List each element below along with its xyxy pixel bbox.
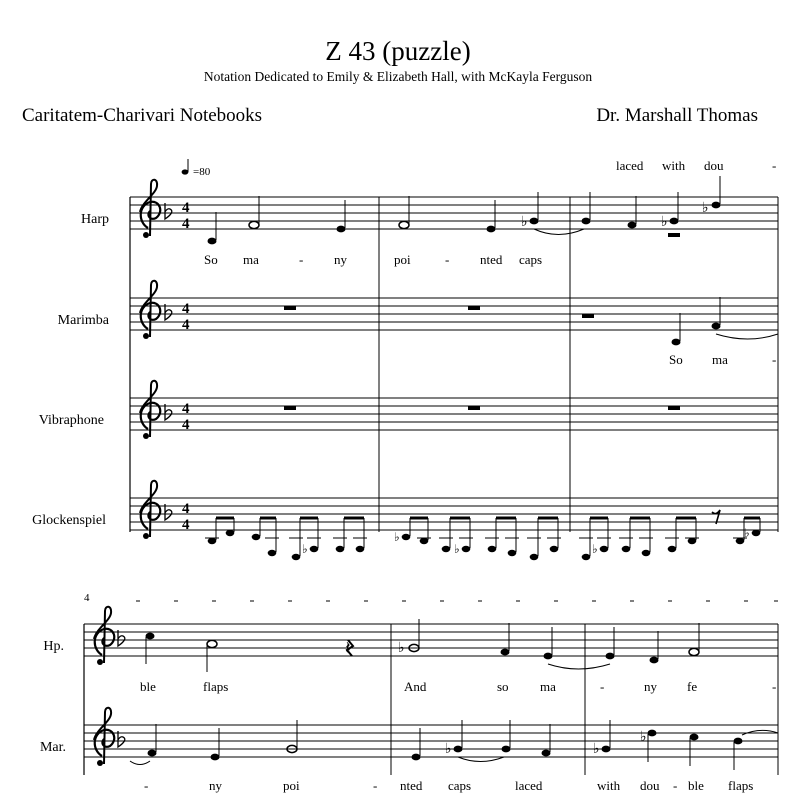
glock-note [752,530,761,536]
svg-text:ma: ma [243,252,259,267]
svg-text:-: - [772,679,777,694]
svg-text:4: 4 [182,417,190,433]
glock-note [582,554,591,560]
svg-text:4: 4 [182,200,190,216]
svg-text:So: So [669,352,683,367]
instrument-label-mar: Mar. [39,740,66,755]
glock-note [600,546,609,552]
glock-note [226,530,235,536]
glock-note [356,546,365,552]
harp-lyrics-m1-3 [204,252,542,267]
instrument-label-glockenspiel: Glockenspiel [32,513,106,528]
glock-note [462,546,471,552]
tempo-marking [182,159,211,178]
svg-text:♭: ♭ [744,526,750,540]
harp-lyrics-m4-6 [140,679,776,694]
instrument-label-vibraphone: Vibraphone [38,413,104,428]
glock-note [668,546,677,552]
glock-note [420,538,429,544]
svg-text:laced: laced [515,778,543,793]
svg-text:♭: ♭ [661,215,668,230]
glock-note [208,538,217,544]
svg-text:So: So [204,252,218,267]
svg-text:♭: ♭ [445,742,452,757]
svg-text:caps: caps [519,252,543,267]
svg-text:ny: ny [644,679,657,694]
marimba-staff [58,281,778,367]
svg-text:♭: ♭ [398,641,405,656]
svg-text:ble: ble [688,778,704,793]
svg-text:♭: ♭ [593,742,600,757]
glock-note [488,546,497,552]
svg-text:laced: laced [616,158,644,173]
svg-text:poi: poi [283,778,300,793]
lyrics-above-harp [616,158,776,173]
svg-text:ma: ma [712,352,728,367]
svg-text:4: 4 [182,401,190,417]
svg-text:♭: ♭ [394,530,400,544]
svg-text:𝄽: 𝄽 [345,638,351,658]
glock-note [688,538,697,544]
instrument-label-harp: Harp [81,212,109,227]
glock-note [268,550,277,556]
marimba-lyrics-m3 [669,352,776,367]
svg-text:dou: dou [704,158,724,173]
glock-note [310,546,319,552]
svg-text:♭: ♭ [640,730,647,745]
glock-note [736,538,745,544]
glock-note [402,534,411,540]
glock-note [292,554,301,560]
composer-name: Dr. Marshall Thomas [596,105,758,126]
svg-text:♭: ♭ [302,542,308,556]
glock-note [550,546,559,552]
notebook-label: Caritatem-Charivari Notebooks [22,105,263,126]
glock-note [642,550,651,556]
svg-text:♭: ♭ [702,201,709,216]
svg-text:And: And [404,679,427,694]
harp-notes-m1 [208,196,346,244]
score-title: Z 43 (puzzle) [325,36,471,66]
tempo-text: =80 [193,166,211,178]
svg-text:flaps: flaps [203,679,229,694]
svg-text:with: with [597,778,621,793]
glock-note [252,534,261,540]
glock-note [442,546,451,552]
svg-text:♭: ♭ [521,215,528,230]
svg-text:flaps: flaps [728,778,754,793]
svg-text:nted: nted [400,778,423,793]
svg-text:so: so [497,679,509,694]
instrument-label-hp: Hp. [43,639,64,654]
svg-text:♭: ♭ [454,542,460,556]
marimba-staff-2 [40,708,778,793]
glockenspiel-staff [32,481,778,560]
svg-text:ny: ny [209,778,222,793]
svg-text:4: 4 [182,517,190,533]
svg-text:with: with [662,158,686,173]
svg-text:dou: dou [640,778,660,793]
svg-text:-: - [299,252,304,267]
marimba-lyrics-m4-6 [144,778,753,793]
svg-text:nted: nted [480,252,503,267]
svg-text:-: - [373,778,378,793]
harp-staff [81,176,778,267]
harp-staff-2 [43,607,778,694]
svg-text:-: - [445,252,450,267]
svg-text:ble: ble [140,679,156,694]
svg-text:fe: fe [687,679,698,694]
svg-text:-: - [600,679,605,694]
glock-note [508,550,517,556]
svg-text:4: 4 [182,301,190,317]
instrument-label-marimba: Marimba [57,313,109,328]
svg-text:-: - [673,778,678,793]
svg-text:4: 4 [182,216,190,232]
glock-note [622,546,631,552]
svg-text:caps: caps [448,778,472,793]
svg-text:4: 4 [182,317,190,333]
vibraphone-staff [39,381,778,439]
svg-text:-: - [144,778,149,793]
score-subtitle: Notation Dedicated to Emily & Elizabeth Hall, with McKayla Ferguson [203,69,593,84]
glock-note [530,554,539,560]
svg-text:ny: ny [334,252,347,267]
svg-text:ma: ma [540,679,556,694]
svg-text:-: - [772,158,777,173]
measure-number: 4 [84,592,90,604]
glock-note [336,546,345,552]
svg-text:-: - [772,352,777,367]
svg-text:♭: ♭ [592,542,598,556]
glock-eighth-notes [205,510,760,560]
harp-notes-m3 [582,176,721,237]
svg-text:4: 4 [182,501,190,517]
svg-text:poi: poi [394,252,411,267]
